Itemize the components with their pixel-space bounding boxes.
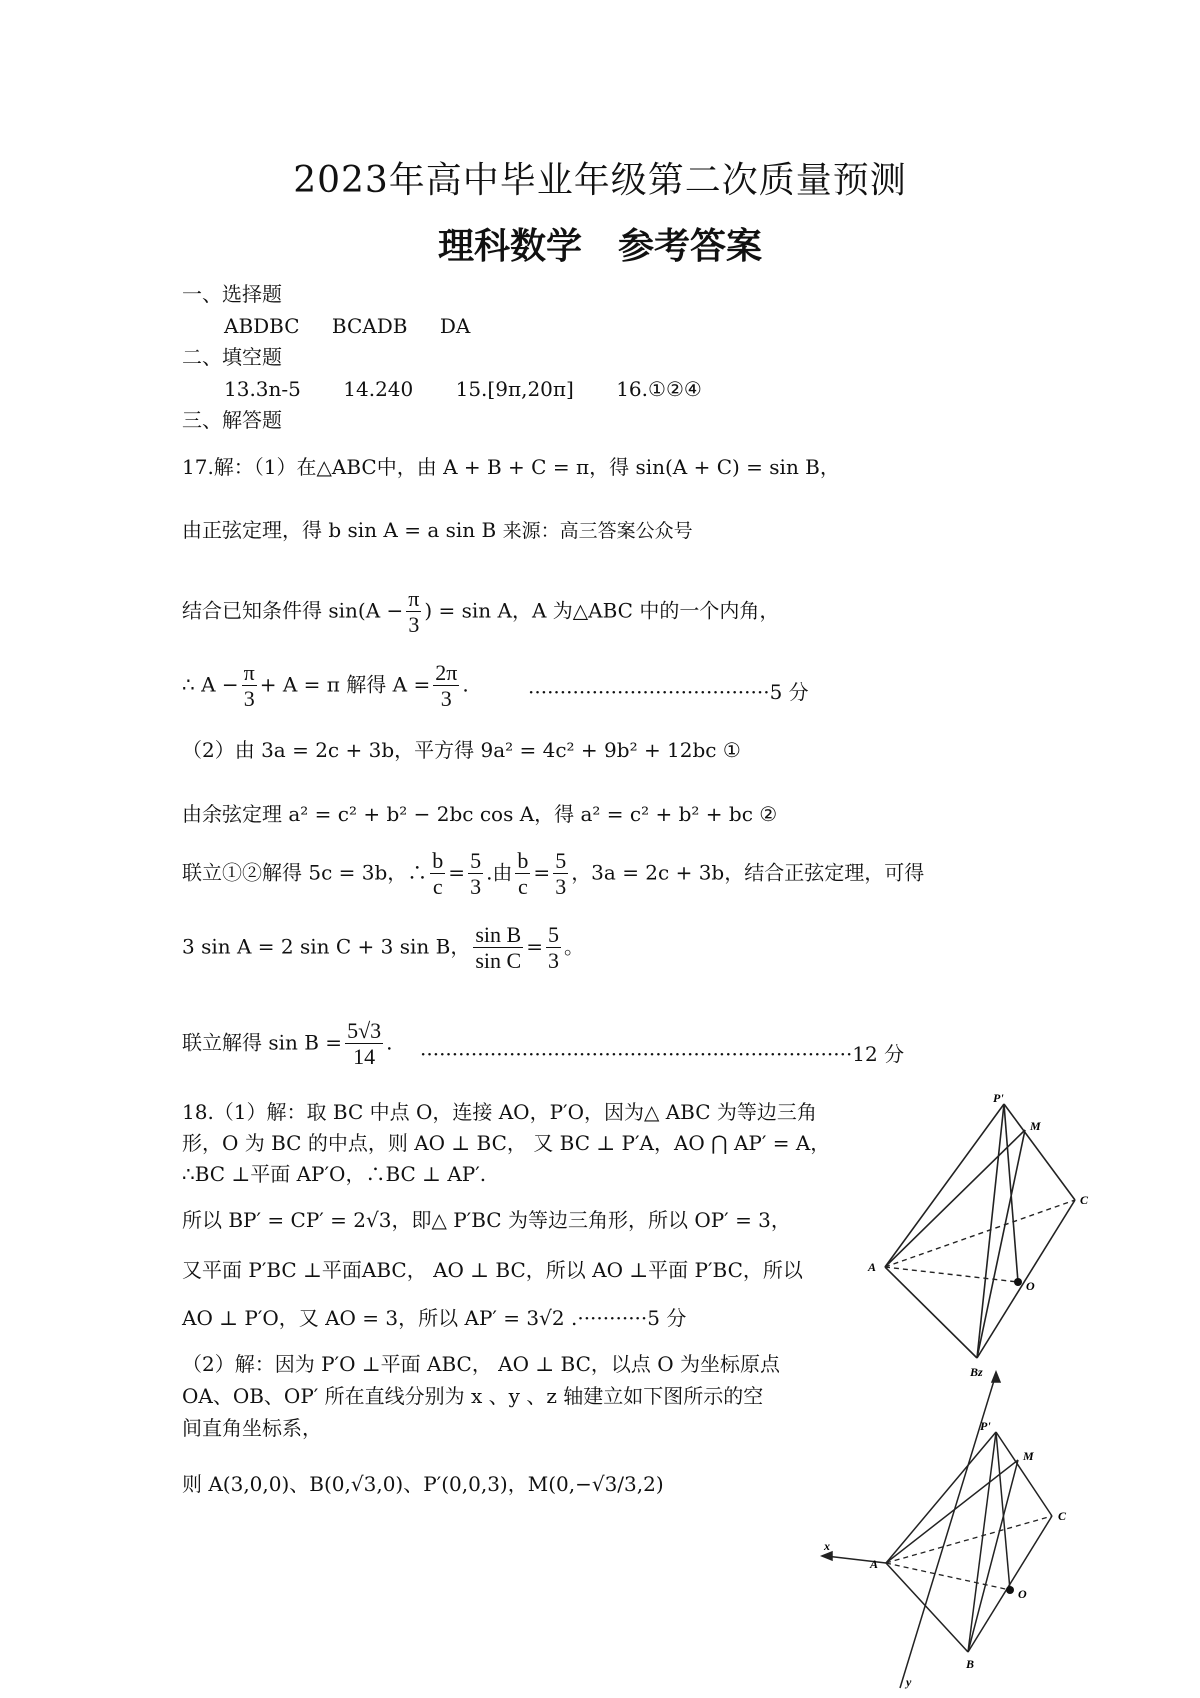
label-M: M bbox=[1030, 1119, 1041, 1133]
fraction-5sqrt3-over-14 bbox=[345, 1018, 383, 1070]
point-O bbox=[1014, 1278, 1022, 1286]
label-C: C bbox=[1080, 1193, 1089, 1207]
edge-PC bbox=[996, 1432, 1052, 1516]
q17-line-8-a: 3 sin A = 2 sin C + 3 sin B， bbox=[182, 934, 471, 959]
fill-answers bbox=[224, 377, 738, 401]
denominator: 3 bbox=[555, 874, 567, 900]
numerator: π bbox=[408, 586, 420, 611]
fraction-5-over-3 bbox=[468, 848, 483, 900]
choice-answers bbox=[224, 314, 496, 338]
section-fill-heading: 二、填空题 bbox=[182, 345, 282, 369]
label-M: M bbox=[1023, 1449, 1034, 1463]
section-solve-heading: 三、解答题 bbox=[182, 408, 282, 432]
q18-line-9: 间直角坐标系， bbox=[182, 1416, 322, 1440]
q17-line-4 bbox=[182, 660, 469, 712]
edge-MB bbox=[968, 1460, 1018, 1652]
q18-line-5: 又平面 P′BC ⊥平面ABC， AO ⊥ BC，所以 AO ⊥平面 P′BC，所以 bbox=[182, 1258, 803, 1282]
edge-AM bbox=[886, 1460, 1018, 1563]
fill-answer: 14.240 bbox=[343, 377, 414, 401]
q17-line-8 bbox=[182, 922, 584, 974]
x-axis-arrow bbox=[822, 1552, 832, 1560]
equals: = bbox=[448, 860, 466, 885]
label-B: Bz bbox=[970, 1365, 983, 1379]
q17-line-7-a: 联立①②解得 5c = 3b，∴ bbox=[182, 860, 428, 885]
denominator: c bbox=[432, 874, 443, 900]
numerator: π bbox=[243, 660, 255, 685]
label-x-axis: x bbox=[824, 1539, 830, 1553]
denominator: 3 bbox=[408, 612, 420, 638]
fraction-2pi-over-3 bbox=[433, 660, 459, 712]
q18-line-6: AO ⊥ P′O，又 AO = 3，所以 AP′ = 3√2 .···········5 分 bbox=[182, 1306, 687, 1330]
edge-PB bbox=[968, 1432, 996, 1652]
label-C: C bbox=[1058, 1509, 1067, 1523]
edge-CB bbox=[968, 1516, 1052, 1652]
point-O bbox=[1006, 1586, 1014, 1594]
q18-line-2: 形，O 为 BC 的中点，则 AO ⊥ BC， 又 BC ⊥ P′A，AO ⋂ AP′ = A， bbox=[182, 1131, 831, 1155]
q17-line-7-g: ，3a = 2c + 3b，结合正弦定理，可得 bbox=[571, 860, 925, 885]
document-title: 2023年高中毕业年级第二次质量预测 bbox=[293, 160, 907, 201]
full-stop: 。 bbox=[563, 934, 584, 959]
fraction-pi-over-3 bbox=[242, 660, 257, 712]
score-12: ····································································12 分 bbox=[420, 1042, 905, 1066]
q18-line-8: OA、OB、OP′ 所在直线分别为 x 、y 、z 轴建立如下图所示的空 bbox=[182, 1384, 764, 1408]
numerator: b bbox=[432, 848, 444, 873]
edge-AO-hidden bbox=[886, 1563, 1010, 1590]
source-note: 来源：高三答案公众号 bbox=[502, 520, 693, 542]
edge-AM bbox=[885, 1130, 1025, 1267]
q17-line-6: 由余弦定理 a² = c² + b² − 2bc cos A，得 a² = c² + b² + bc ② bbox=[182, 802, 778, 826]
q17-line-7-d: .由 bbox=[486, 860, 513, 885]
fraction-5-over-3 bbox=[546, 922, 561, 974]
q17-line-4-a: ∴ A − bbox=[182, 672, 239, 697]
score-5: ······································5 分 bbox=[528, 680, 809, 704]
choice-answer-group: BCADB bbox=[331, 314, 408, 338]
q18-line-10: 则 A(3,0,0)、B(0,√3,0)、P′(0,0,3)，M(0,−√3/3,2) bbox=[182, 1472, 664, 1496]
pyramid-figure-1 bbox=[860, 1090, 1100, 1390]
pyramid-figure-2 bbox=[820, 1370, 1100, 1690]
section-choice-heading: 一、选择题 bbox=[182, 282, 282, 306]
q17-line-5: （2）由 3a = 2c + 3b，平方得 9a² = 4c² + 9b² + 12bc ① bbox=[182, 738, 741, 762]
edge-AO-hidden bbox=[885, 1267, 1018, 1282]
edge-PA bbox=[885, 1104, 1004, 1267]
edge-MB bbox=[977, 1130, 1025, 1358]
denominator: 3 bbox=[470, 874, 482, 900]
edge-AB bbox=[885, 1267, 977, 1358]
document-subtitle: 理科数学 参考答案 bbox=[437, 225, 762, 267]
label-P: P' bbox=[993, 1091, 1004, 1105]
edge-AB bbox=[886, 1563, 968, 1652]
period: . bbox=[462, 672, 469, 697]
denominator: 3 bbox=[440, 686, 452, 712]
q18-line-7: （2）解：因为 P′O ⊥平面 ABC， AO ⊥ BC，以点 O 为坐标原点 bbox=[182, 1352, 781, 1376]
denominator: c bbox=[518, 874, 528, 900]
numerator: 5√3 bbox=[347, 1018, 382, 1043]
label-O: O bbox=[1026, 1279, 1035, 1293]
denominator: 3 bbox=[547, 948, 559, 974]
q17-line-2 bbox=[182, 518, 693, 543]
fraction-b-over-c bbox=[515, 848, 530, 900]
q17-line-9-a: 联立解得 sin B = bbox=[182, 1030, 343, 1055]
denominator: 14 bbox=[353, 1044, 376, 1070]
fraction-sinB-over-sinC bbox=[473, 922, 523, 974]
period: . bbox=[386, 1030, 393, 1055]
fill-answer: 13.3n-5 bbox=[224, 377, 301, 401]
choice-answer-group: ABDBC bbox=[224, 314, 300, 338]
numerator: 5 bbox=[555, 848, 567, 873]
label-P: P' bbox=[980, 1419, 991, 1433]
q18-line-4: 所以 BP′ = CP′ = 2√3，即△ P′BC 为等边三角形，所以 OP′ = 3， bbox=[182, 1208, 791, 1232]
numerator: 2π bbox=[435, 660, 458, 685]
denominator: 3 bbox=[243, 686, 255, 712]
fraction-b-over-c bbox=[430, 848, 445, 900]
q17-line-3-a: 结合已知条件得 sin(A − bbox=[182, 598, 404, 623]
q17-line-9 bbox=[182, 1018, 393, 1070]
fraction-5-over-3 bbox=[553, 848, 568, 900]
q17-line-3 bbox=[182, 586, 779, 638]
edge-PO bbox=[996, 1432, 1010, 1590]
numerator: 5 bbox=[470, 848, 482, 873]
fill-answer: 16.①②④ bbox=[616, 377, 702, 401]
equals: = bbox=[526, 934, 543, 959]
fraction-pi-over-3 bbox=[406, 586, 421, 638]
edge-PA bbox=[886, 1432, 996, 1563]
choice-answer-group: DA bbox=[439, 314, 471, 338]
q17-line-1: 17.解：（1）在△ABC中，由 A + B + C = π，得 sin(A + C) = sin B， bbox=[182, 455, 840, 479]
numerator: sin B bbox=[475, 922, 522, 947]
z-axis-arrow bbox=[992, 1372, 1000, 1382]
numerator: 5 bbox=[547, 922, 559, 947]
q17-line-2-math: 由正弦定理，得 b sin A = a sin B bbox=[182, 518, 497, 542]
label-y-axis: y bbox=[906, 1675, 912, 1689]
label-A: A bbox=[870, 1557, 879, 1571]
q18-line-1: 18.（1）解：取 BC 中点 O，连接 AO，P′O，因为△ ABC 为等边三角 bbox=[182, 1100, 817, 1124]
fill-answer: 15.[9π,20π] bbox=[455, 377, 574, 401]
q17-line-4-b: + A = π 解得 A = bbox=[259, 672, 431, 697]
label-B: B bbox=[966, 1657, 975, 1671]
q18-line-3: ∴BC ⊥平面 AP′O，∴BC ⊥ AP′. bbox=[182, 1162, 487, 1186]
numerator: b bbox=[517, 848, 529, 873]
edge-AC-hidden bbox=[885, 1200, 1075, 1267]
equals: = bbox=[533, 860, 551, 885]
q17-line-7 bbox=[182, 848, 924, 900]
label-A: A bbox=[868, 1260, 877, 1274]
label-O: O bbox=[1018, 1587, 1027, 1601]
q17-line-3-b: ) = sin A，A 为△ABC 中的一个内角， bbox=[424, 598, 780, 623]
denominator: sin C bbox=[475, 948, 522, 974]
